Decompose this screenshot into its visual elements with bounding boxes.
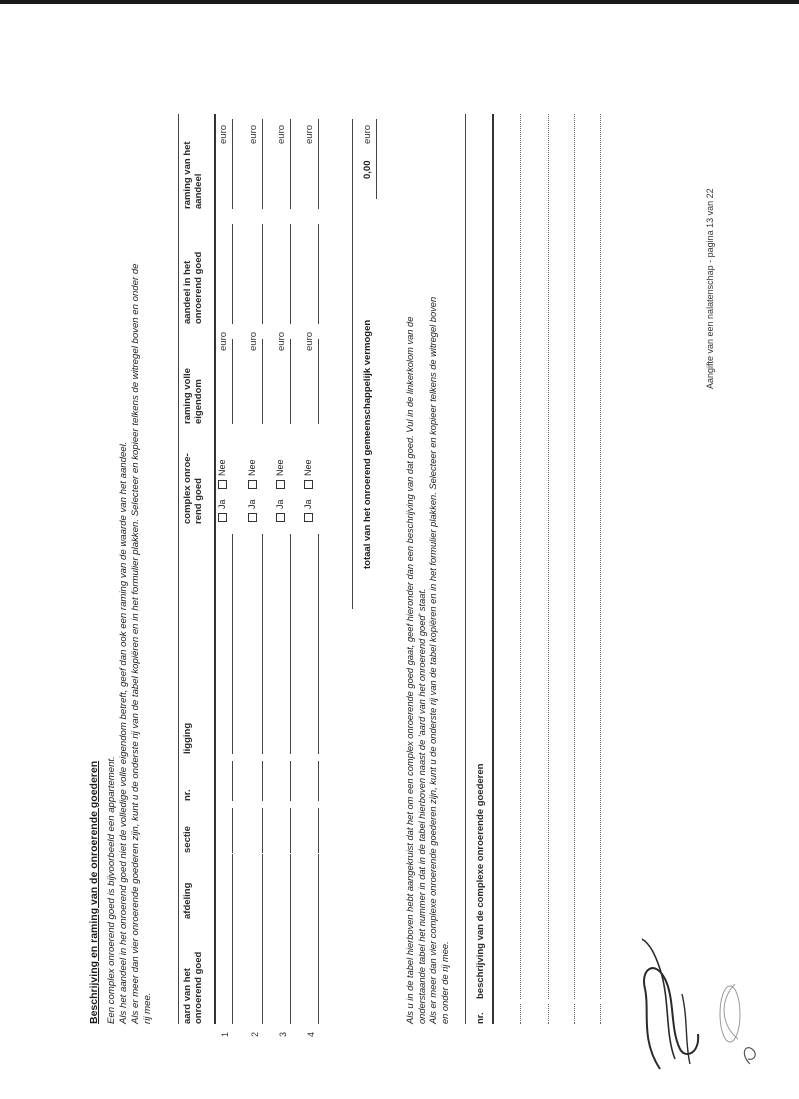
cell-afdeling-field[interactable] — [318, 859, 319, 919]
euro-label: euro — [218, 124, 229, 144]
row-number: 2 — [250, 1031, 260, 1037]
nee-checkbox[interactable] — [276, 480, 285, 489]
header-nr: nr. — [182, 789, 193, 801]
aandeel-field[interactable] — [318, 224, 319, 324]
description-field[interactable] — [574, 114, 575, 999]
raming-aandeel-field[interactable] — [262, 119, 263, 209]
ja-label: Ja — [217, 499, 227, 509]
nee-label: Nee — [275, 459, 285, 476]
intro-line: rij mee. — [142, 992, 153, 1024]
total-label: totaal van het onroerend gemeenschappelijk vermogen — [362, 319, 373, 569]
cell-sectie-field[interactable] — [290, 808, 291, 853]
raming-aandeel-field[interactable] — [232, 119, 233, 209]
raming-volle-field[interactable] — [318, 339, 319, 424]
instruction-line: onderstaande tabel het nummer in dat in de tabel hierboven naast de 'aard van het onroerend goed' staat. — [416, 588, 427, 1024]
nee-checkbox[interactable] — [218, 480, 227, 489]
raming-volle-field[interactable] — [262, 339, 263, 424]
nr-field[interactable] — [520, 1004, 521, 1024]
cell-ligging-field[interactable] — [262, 534, 263, 754]
header-raming-aandeel: raming van het aandeel — [182, 141, 204, 209]
ja-checkbox[interactable] — [248, 513, 257, 522]
nee-label: Nee — [217, 459, 227, 476]
cell-sectie-field[interactable] — [262, 808, 263, 853]
header-raming-volle: raming volle eigendom — [182, 368, 204, 424]
description-field[interactable] — [548, 114, 549, 999]
nee-checkbox[interactable] — [248, 480, 257, 489]
raming-volle-field[interactable] — [290, 339, 291, 424]
raming-aandeel-field[interactable] — [290, 119, 291, 209]
nr-field[interactable] — [548, 1004, 549, 1024]
ja-checkbox[interactable] — [218, 513, 227, 522]
total-unit: euro — [362, 124, 373, 144]
instruction-line: Als u in de tabel hierboven hebt aangekruist dat het om een complex onroerende goed gaat, geef hieronder dan een beschrijving van dat goed. Vul in de linkerkolom van de — [405, 316, 415, 1024]
row-number: 1 — [220, 1031, 230, 1037]
cell-nr-field[interactable] — [318, 761, 319, 801]
total-top-rule — [352, 119, 353, 609]
cell-ligging-field[interactable] — [232, 534, 233, 754]
table2-header-rule — [492, 114, 494, 1024]
table2-header-nr: nr. — [475, 1012, 486, 1024]
euro-label: euro — [276, 124, 287, 144]
raming-volle-field[interactable] — [232, 339, 233, 424]
nr-field[interactable] — [600, 1004, 601, 1024]
row-number: 3 — [278, 1031, 288, 1037]
header-sectie: sectie — [182, 826, 193, 853]
table1-top-rule — [178, 114, 179, 1024]
cell-afdeling-field[interactable] — [290, 859, 291, 919]
instruction-line: en onder de rij mee. — [439, 941, 450, 1024]
header-afdeling: afdeling — [182, 882, 193, 919]
cell-afdeling-field[interactable] — [262, 859, 263, 919]
description-field[interactable] — [600, 114, 601, 999]
intro-text — [106, 64, 154, 1024]
ja-label: Ja — [303, 499, 313, 509]
table2-top-rule — [465, 114, 466, 1024]
nee-checkbox[interactable] — [304, 480, 313, 489]
intro-line: Als er meer dan vier onroerende goederen zijn, kunt u de onderste rij van de tabel kopiëren en in het formulier plakken. Selecteer en kopieer telkens de witregel boven en onder de — [130, 263, 141, 1024]
euro-label: euro — [218, 331, 229, 351]
cell-sectie-field[interactable] — [318, 808, 319, 853]
complex-instructions — [405, 24, 451, 1024]
table2-header-desc: beschrijving van de complexe onroerende goederen — [475, 763, 486, 999]
nr-field[interactable] — [574, 1004, 575, 1024]
cell-nr-field[interactable] — [232, 761, 233, 801]
intro-line: Als het aandeel in het onroerend goed niet de volledige volle eigendom betreft, geef dan ook een raming van de waarde van het aandeel. — [118, 441, 129, 1024]
intro-line: Een complex onroerend goed is bijvoorbeeld een appartement. — [106, 756, 117, 1024]
header-aard: aard van het onroerend goed — [182, 951, 204, 1024]
header-aandeel: aandeel in het onroerend goed — [182, 251, 204, 324]
header-ligging: ligging — [182, 722, 193, 754]
instruction-line: Als er meer dan vier complexe onroerende goederen zijn, kunt u de onderste rij van de tabel kopiëren en in het formulier plakken. Selecteer en kopieer telkens de witregel boven — [428, 296, 438, 1024]
euro-label: euro — [248, 124, 259, 144]
ja-label: Ja — [247, 499, 257, 509]
aandeel-field[interactable] — [290, 224, 291, 324]
section-title: Beschrijving en raming van de onroerende goederen — [88, 760, 100, 1024]
raming-aandeel-field[interactable] — [318, 119, 319, 209]
total-bottom-rule — [376, 119, 377, 199]
header-complex: complex onroe- rend goed — [182, 453, 204, 524]
page-footer: Aangifte van een nalatenschap - pagina 13 van 22 — [705, 188, 715, 389]
total-value: 0,00 — [362, 160, 373, 179]
row-number: 4 — [306, 1031, 316, 1037]
description-field[interactable] — [520, 114, 521, 999]
euro-label: euro — [248, 331, 259, 351]
euro-label: euro — [304, 124, 315, 144]
aandeel-field[interactable] — [262, 224, 263, 324]
cell-sectie-field[interactable] — [232, 808, 233, 853]
ja-checkbox[interactable] — [276, 513, 285, 522]
cell-nr-field[interactable] — [290, 761, 291, 801]
table1-header-rule — [214, 114, 216, 1024]
cell-ligging-field[interactable] — [290, 534, 291, 754]
ja-checkbox[interactable] — [304, 513, 313, 522]
nee-label: Nee — [247, 459, 257, 476]
cell-ligging-field[interactable] — [318, 534, 319, 754]
cell-afdeling-field[interactable] — [232, 859, 233, 919]
nee-label: Nee — [303, 459, 313, 476]
cell-nr-field[interactable] — [262, 761, 263, 801]
handwritten-signature — [620, 929, 760, 1079]
aandeel-field[interactable] — [232, 224, 233, 324]
ja-label: Ja — [275, 499, 285, 509]
euro-label: euro — [276, 331, 287, 351]
euro-label: euro — [304, 331, 315, 351]
